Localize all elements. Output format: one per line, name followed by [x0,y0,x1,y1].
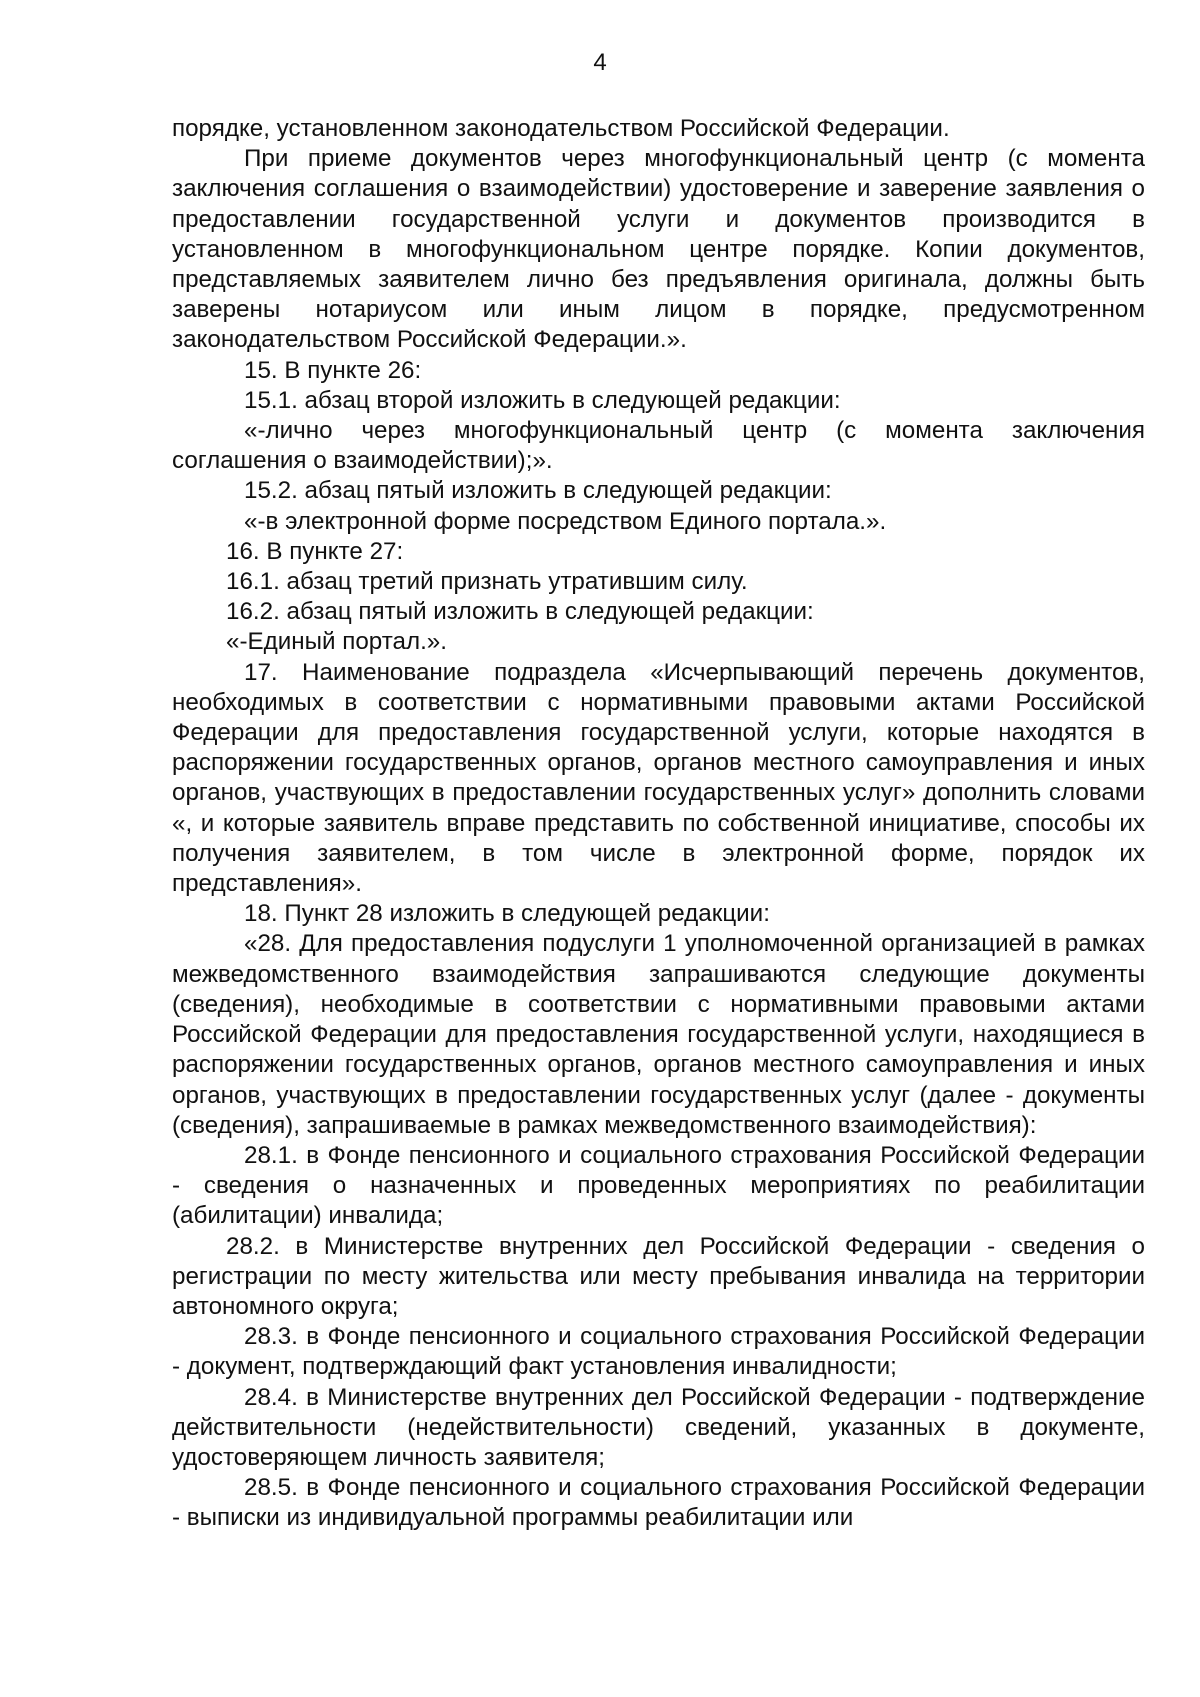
paragraph: 28.3. в Фонде пенсионного и социального страхования Российской Федерации - документ, подтверждающий факт установления инвалидности; [172,1323,1145,1381]
paragraph: 16.1. абзац третий признать утратившим силу. [226,568,748,596]
paragraph: порядке, установленном законодательством Российской Федерации. [172,115,950,142]
paragraph: «-в электронной форме посредством Единого портала.». [244,507,887,535]
paragraph: 16. В пункте 27: [226,537,404,565]
paragraph: 28.1. в Фонде пенсионного и социального страхования Российской Федерации - сведения о назначенных и проведенных мероприятиях по реабилитации (абилитации) инвалида; [172,1141,1145,1230]
paragraph: При приеме документов через многофункциональный центр (с момента заключения соглашения о взаимодействии) удостоверение и заверение заявления о предоставлении государственной услуги и документов производится в установленном в многофункциональном центре порядке. Копии документов, представляемых заявителем лично без предъявления оригинала, должны быть заверены нотариусом или иным лицом в порядке, предусмотренном законодательством Российской Федерации.». [172,145,1145,354]
paragraph: 18. Пункт 28 изложить в следующей редакции: [244,900,770,928]
paragraph: «-лично через многофункциональный центр (с момента заключения соглашения о взаимодействии);». [172,417,1145,475]
paragraph: 28.5. в Фонде пенсионного и социального страхования Российской Федерации - выписки из индивидуальной программы реабилитации или [172,1474,1145,1532]
page-number: 4 [593,49,607,76]
paragraph: 15. В пункте 26: [244,356,422,384]
paragraph: 28.2. в Министерстве внутренних дел Российской Федерации - сведения о регистрации по месту жительства или месту пребывания инвалида на территории автономного округа; [172,1232,1145,1320]
document-body [172,114,1145,1534]
paragraph: 17. Наименование подраздела «Исчерпывающий перечень документов, необходимых в соответствии с нормативными правовыми актами Российской Федерации для предоставления государственной услуги, которые находятся в распоряжении государственных органов, органов местного самоуправления и иных органов, участвующих в предоставлении государственных услуг» дополнить словами «, и которые заявитель вправе представить по собственной инициативе, способы их получения заявителем, в том числе в электронной форме, порядок их представления». [172,658,1145,898]
paragraph: 15.1. абзац второй изложить в следующей редакции: [244,386,841,414]
paragraph: «28. Для предоставления подуслуги 1 уполномоченной организацией в рамках межведомственного взаимодействия запрашиваются следующие документы (сведения), необходимые в соответствии с нормативными правовыми актами Российской Федерации для предоставления государственной услуги, находящиеся в распоряжении государственных органов, органов местного самоуправления и иных органов, участвующих в предоставлении государственных услуг (далее - документы (сведения), запрашиваемые в рамках межведомственного взаимодействия): [172,930,1145,1139]
paragraph: 28.4. в Министерстве внутренних дел Российской Федерации - подтверждение действительности (недействительности) сведений, указанных в документе, удостоверяющем личность заявителя; [172,1383,1145,1471]
paragraph: 15.2. абзац пятый изложить в следующей редакции: [244,477,832,505]
paragraph: 16.2. абзац пятый изложить в следующей редакции: [226,598,814,626]
paragraph: «-Единый портал.». [226,628,447,656]
